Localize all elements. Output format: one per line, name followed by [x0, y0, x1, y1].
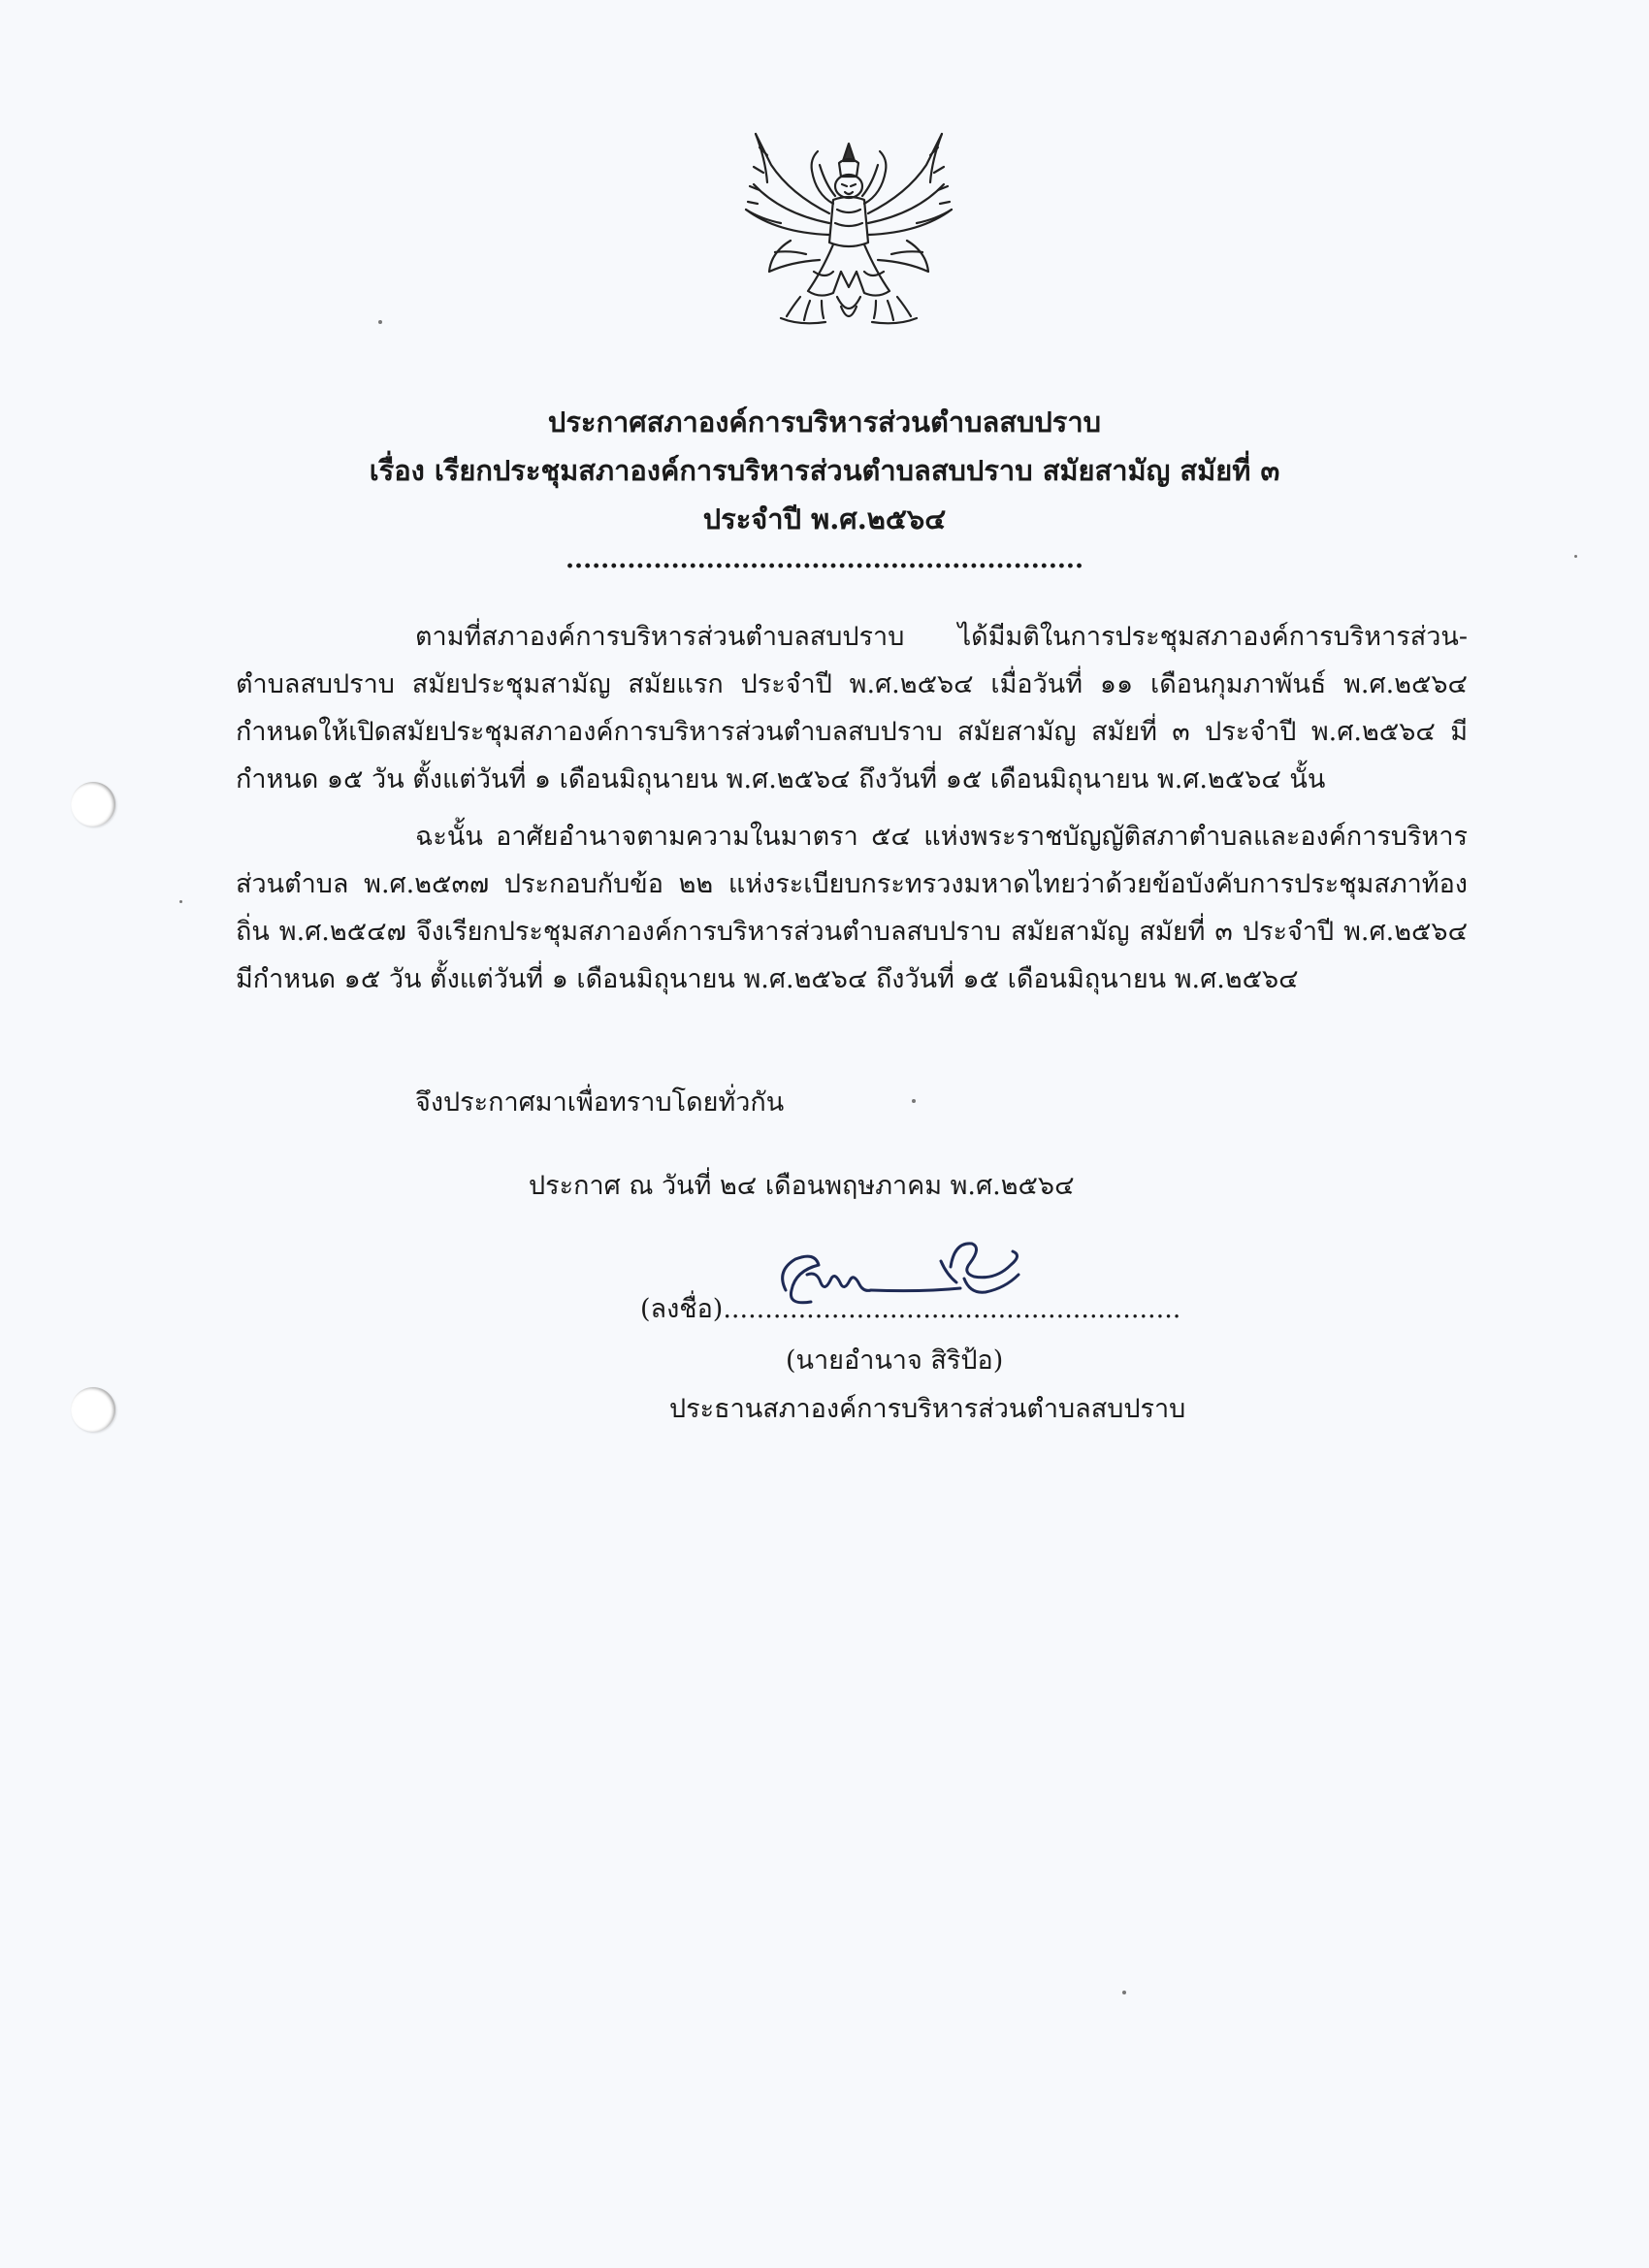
scan-speck	[179, 900, 182, 903]
garuda-emblem-icon	[732, 126, 965, 335]
paragraph-3-text: จึงประกาศมาเพื่อทราบโดยทั่วกัน	[415, 1087, 785, 1118]
punch-hole-top	[71, 782, 115, 826]
paragraph-2	[236, 813, 1468, 1003]
signature-prefix: (ลงชื่อ)	[640, 1294, 724, 1324]
punch-hole-bottom	[71, 1387, 115, 1432]
scan-speck	[378, 320, 382, 324]
document-title	[194, 398, 1455, 574]
paragraph-2-text: ฉะนั้น อาศัยอำนาจตามความในมาตรา ๕๔ แห่งพระราชบัญญัติสภาตำบลและองค์การบริหารส่วนตำบล พ.ศ.๒๕๓๗ ประกอบกับข้อ ๒๒ แห่งระเบียบกระทรวงมหาดไทยว่าด้วยข้อบังคับการประชุมสภาท้องถิ่น พ.ศ.๒๕๔๗ จึงเรียกประชุมสภาองค์การบริหารส่วนตำบลสบปราบ สมัยสามัญ สมัยที่ ๓ ประจำปี พ.ศ.๒๕๖๔ มีกำหนด ๑๕ วัน ตั้งแต่วันที่ ๑ เดือนมิถุนายน พ.ศ.๒๕๖๔ ถึงวันที่ ๑๕ เดือนมิถุนายน พ.ศ.๒๕๖๔	[236, 822, 1468, 994]
title-line-3: ประจำปี พ.ศ.๒๕๖๔	[702, 502, 947, 535]
signature-line	[640, 1285, 1180, 1333]
announcement-date: ประกาศ ณ วันที่ ๒๔ เดือนพฤษภาคม พ.ศ.๒๕๖๔	[529, 1171, 1075, 1201]
paragraph-1	[236, 613, 1468, 803]
scan-speck	[1574, 555, 1577, 558]
scan-speck	[1122, 1991, 1126, 1994]
paragraph-3	[236, 1079, 1468, 1126]
title-separator: ...........................................................	[565, 545, 1084, 574]
title-line-1: ประกาศสภาองค์การบริหารส่วนตำบลสบปราบ	[547, 405, 1102, 438]
signer-name: (นายอำนาจ สิริป้อ)	[786, 1345, 1004, 1376]
signer-position: ประธานสภาองค์การบริหารส่วนตำบลสบปราบ	[669, 1394, 1186, 1424]
paragraph-1-text: ตามที่สภาองค์การบริหารส่วนตำบลสบปราบ ได้มีมติในการประชุมสภาองค์การบริหารส่วน-ตำบลสบปราบ สมัยประชุมสามัญ สมัยแรก ประจำปี พ.ศ.๒๕๖๔ เมื่อวันที่ ๑๑ เดือนกุมภาพันธ์ พ.ศ.๒๕๖๔ กำหนดให้เปิดสมัยประชุมสภาองค์การบริหารส่วนตำบลสบปราบ สมัยสามัญ สมัยที่ ๓ ประจำปี พ.ศ.๒๕๖๔ มีกำหนด ๑๕ วัน ตั้งแต่วันที่ ๑ เดือนมิถุนายน พ.ศ.๒๕๖๔ ถึงวันที่ ๑๕ เดือนมิถุนายน พ.ศ.๒๕๖๔ นั้น	[236, 622, 1468, 794]
signature-dots: .......................................................	[723, 1294, 1181, 1324]
title-line-2: เรื่อง เรียกประชุมสภาองค์การบริหารส่วนตำบลสบปราบ สมัยสามัญ สมัยที่ ๓	[369, 454, 1280, 487]
